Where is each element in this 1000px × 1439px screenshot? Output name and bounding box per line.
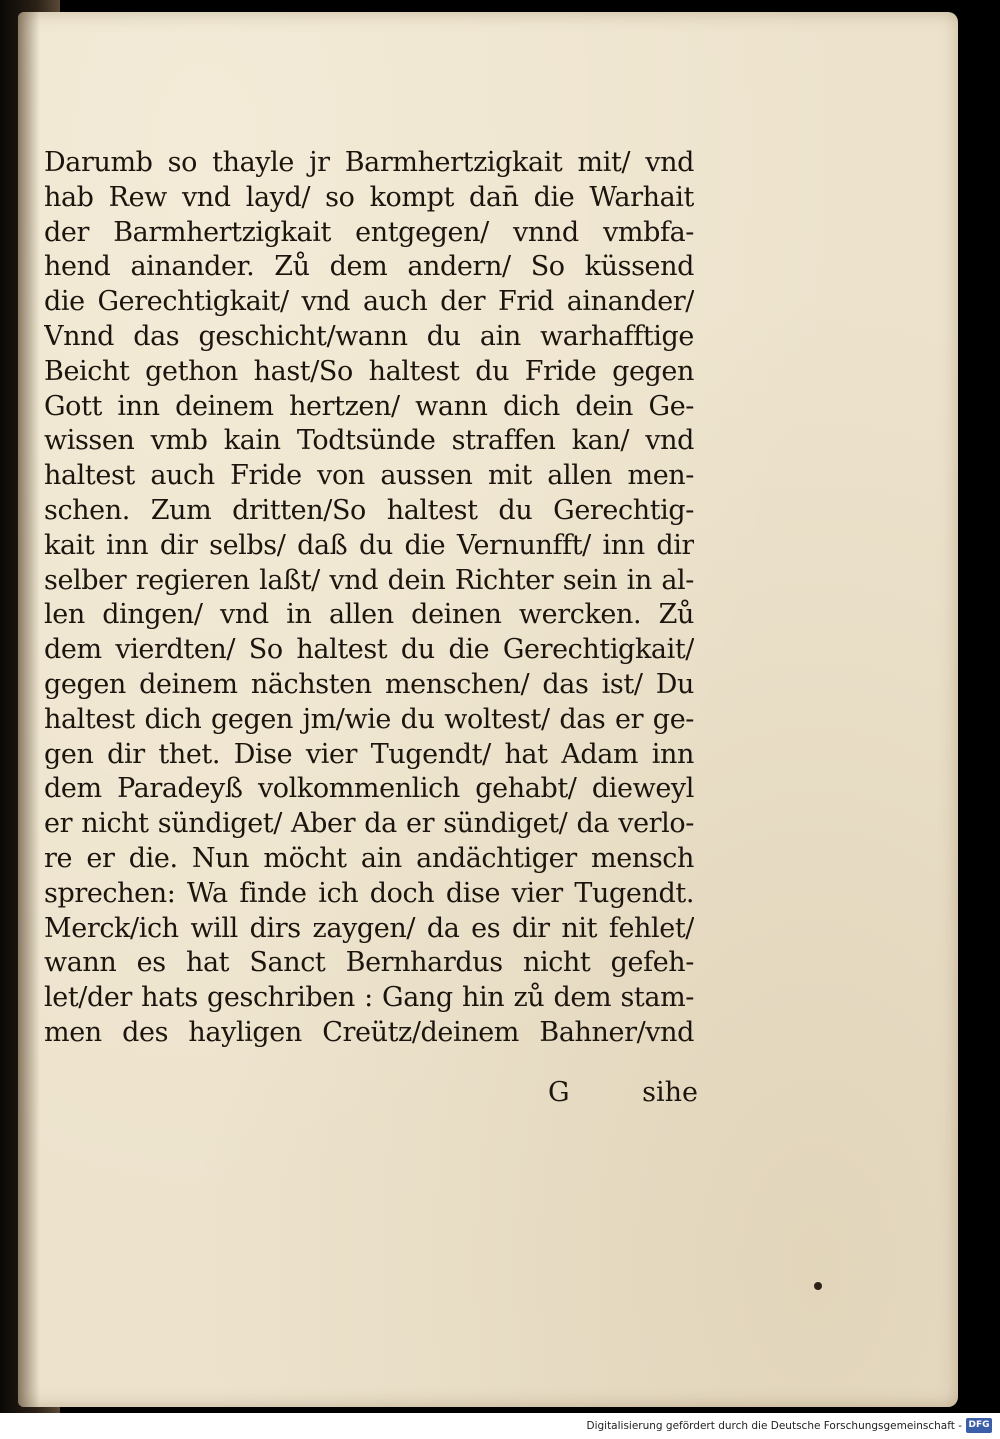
text-line: der Barmhertzigkait entgegen/ vnnd vmbfa-: [44, 216, 694, 248]
text-line: er nicht sündiget/ Aber da er sündiget/ da verlo-: [44, 808, 694, 840]
catchword: sihe: [642, 1077, 698, 1108]
text-line: Vnnd das geschicht/wann du ain warhafftige: [44, 320, 694, 352]
digitization-footer: [0, 1413, 1000, 1439]
text-line: kait inn dir selbs/ daß du die Vernunfft/ inn dir: [44, 529, 694, 561]
ink-spot: [814, 1282, 822, 1290]
text-line: wann es hat Sanct Bernhardus nicht gefeh-: [44, 947, 694, 979]
text-line: haltest dich gegen jm/wie du woltest/ das er ge-: [44, 703, 694, 735]
text-line: wissen vmb kain Todtsünde straffen kan/ vnd: [44, 425, 694, 457]
text-line: dem vierdten/ So haltest du die Gerechtigkait/: [44, 634, 694, 666]
text-line: gegen deinem nächsten menschen/ das ist/ Du: [44, 668, 694, 700]
text-line: die Gerechtigkait/ vnd auch der Frid ainander/: [44, 286, 694, 318]
text-line: gen dir thet. Dise vier Tugendt/ hat Adam inn: [44, 738, 694, 770]
dfg-logo: DFG: [966, 1418, 992, 1433]
page-bottom-line: [548, 1076, 698, 1110]
text-line: haltest auch Fride von aussen mit allen men-: [44, 460, 694, 492]
text-line: hab Rew vnd layd/ so kompt dan̄ die Warhait: [44, 181, 694, 213]
text-line: re er die. Nun möcht ain andächtiger mensch: [44, 842, 694, 874]
text-line: Beicht gethon hast/So haltest du Fride gegen: [44, 355, 694, 387]
text-line: hend ainander. Zů dem andern/ So küssend: [44, 251, 694, 283]
text-line: Gott inn deinem hertzen/ wann dich dein Ge-: [44, 390, 694, 422]
text-line: schen. Zum dritten/So haltest du Gerechtig-: [44, 494, 694, 526]
text-line: dem Paradeyß volkommenlich gehabt/ dieweyl: [44, 773, 694, 805]
text-line: Darumb so thayle jr Barmhertzigkait mit/ vnd: [44, 147, 694, 178]
text-line: len dingen/ vnd in allen deinen wercken. Zů: [44, 599, 694, 631]
page-text-block: [44, 146, 694, 1051]
text-line: Merck/ich will dirs zaygen/ da es dir nit fehlet/: [44, 912, 694, 944]
text-line: selber regieren laßt/ vnd dein Richter sein in al-: [44, 564, 694, 596]
text-line: let/der hats geschriben : Gang hin zů dem stam-: [44, 982, 694, 1014]
page-fold-shading: [18, 12, 40, 1407]
funding-credit: Digitalisierung gefördert durch die Deutsche Forschungsgemeinschaft -: [586, 1420, 962, 1432]
signature-mark: G: [548, 1077, 570, 1108]
text-line: men des hayligen Creütz/deinem Bahner/vnd: [44, 1016, 694, 1048]
text-line: sprechen: Wa finde ich doch dise vier Tugendt.: [44, 877, 694, 909]
